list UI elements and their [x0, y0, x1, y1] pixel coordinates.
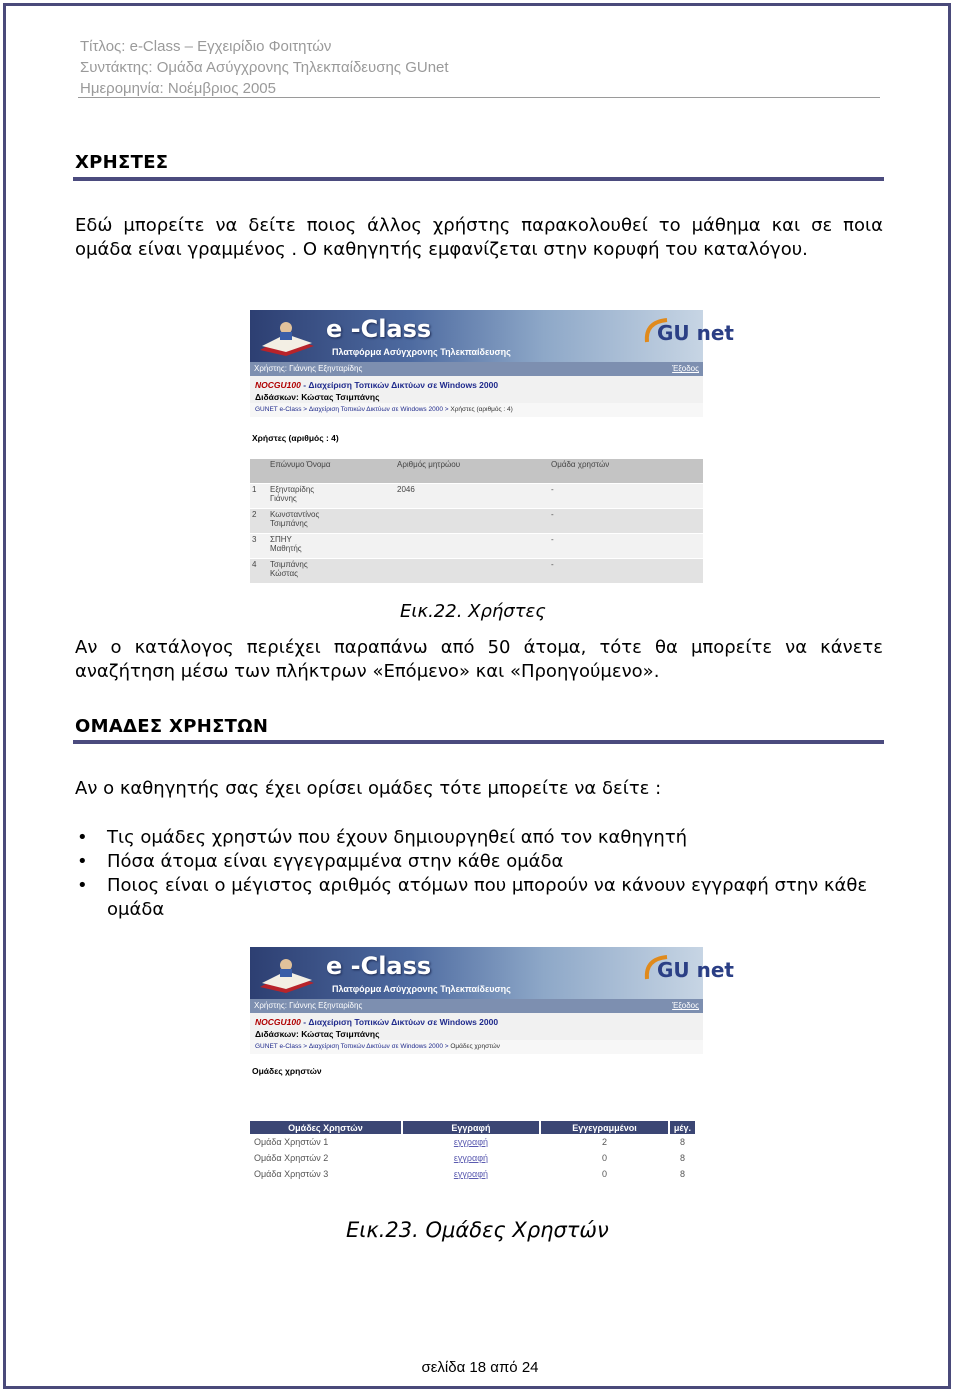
gunet-logo	[637, 314, 734, 358]
user-reg-number	[395, 509, 549, 534]
user-group: -	[549, 559, 703, 584]
figure-caption-23: Εικ.23. Ομάδες Χρηστών	[346, 1218, 609, 1242]
table-row	[250, 1134, 696, 1150]
row-number: 4	[250, 559, 268, 584]
user-surname: Κωνσταντίνος	[270, 510, 320, 519]
section-title-users: ΧΡΗΣΤΕΣ	[75, 152, 169, 173]
breadcrumb-course[interactable]: Διαχείριση Τοπικών Δικτύων σε Windows 2000	[308, 406, 443, 413]
list-item	[75, 826, 883, 850]
breadcrumb-current: Ομάδες χρηστών	[450, 1043, 500, 1050]
user-name-cell	[268, 509, 395, 534]
groups-heading: Ομάδες χρηστών	[252, 1066, 322, 1076]
course-teacher: Διδάσκων: Κώστας Τσιμπάνης	[255, 392, 380, 402]
eclass-logo: e -Class	[326, 952, 432, 980]
course-name: - Διαχείριση Τοπικών Δικτύων σε Windows 2000	[300, 1017, 499, 1027]
user-name-cell	[268, 559, 395, 584]
user-group: -	[549, 534, 703, 559]
registered-count: 0	[601, 1169, 607, 1179]
section-title-groups: ΟΜΑΔΕΣ ΧΡΗΣΤΩΝ	[75, 716, 269, 737]
register-cell	[402, 1166, 540, 1182]
bullet-icon: •	[77, 827, 88, 848]
users-heading: Χρήστες (αριθμός : 4)	[252, 433, 339, 443]
header-rule	[78, 97, 880, 98]
user-firstname: Τσιμπάνης	[270, 519, 308, 528]
row-number: 1	[250, 484, 268, 509]
breadcrumb: GUNET e-Class > Διαχείριση Τοπικών Δικτύων σε Windows 2000 > Χρήστες (αριθμός : 4)	[250, 403, 703, 417]
doc-title: Τίτλος: e-Class – Εγχειρίδιο Φοιτητών	[80, 38, 332, 55]
screenshot-users	[250, 310, 734, 583]
user-firstname: Κώστας	[270, 569, 298, 578]
register-cell	[402, 1134, 540, 1150]
eclass-subtitle: Πλατφόρμα Ασύγχρονης Τηλεκπαίδευσης	[332, 347, 511, 357]
list-item-text: Τις ομάδες χρηστών που έχουν δημιουργηθεί από τον καθηγητή	[107, 827, 688, 848]
page-number: σελίδα 18 από 24	[421, 1359, 539, 1376]
max-count: 8	[679, 1169, 685, 1179]
eclass-banner	[250, 310, 734, 362]
register-link[interactable]: εγγραφή	[453, 1169, 489, 1179]
screenshot-groups	[250, 947, 734, 1189]
user-firstname: Μαθητής	[270, 544, 302, 553]
max-count: 8	[679, 1153, 685, 1163]
user-surname: Τσιμπάνης	[270, 560, 308, 569]
col-max: μέγ.	[669, 1121, 696, 1134]
registered-count: 0	[601, 1153, 607, 1163]
user-firstname: Γιάννης	[270, 494, 297, 503]
course-box	[250, 1013, 703, 1040]
figure-caption-22: Εικ.22. Χρήστες	[400, 601, 546, 622]
breadcrumb-course[interactable]: Διαχείριση Τοπικών Δικτύων σε Windows 2000	[308, 1043, 443, 1050]
group-name: Ομάδα Χρηστών 3	[254, 1169, 329, 1179]
breadcrumb: GUNET e-Class > Διαχείριση Τοπικών Δικτύων σε Windows 2000 > Ομάδες χρηστών	[250, 1040, 703, 1054]
table-row	[250, 484, 703, 509]
table-row	[250, 534, 703, 559]
group-name: Ομάδα Χρηστών 1	[254, 1137, 329, 1147]
gunet-logo-text: GU net	[657, 958, 734, 982]
table-row	[250, 1150, 696, 1166]
users-intro-paragraph: Εδώ μπορείτε να δείτε ποιος άλλος χρήστης παρακολουθεί το μάθημα και σε ποια ομάδα είναι γραμμένος . Ο καθηγητής εμφανίζεται στην κορυφή του καταλόγου.	[75, 215, 883, 260]
col-register: Εγγραφή	[402, 1121, 540, 1134]
groups-table	[250, 1121, 697, 1182]
course-name: - Διαχείριση Τοπικών Δικτύων σε Windows 2000	[300, 380, 499, 390]
table-row	[250, 559, 703, 584]
user-group: -	[549, 484, 703, 509]
col-group-name: Ομάδες Χρηστών	[250, 1121, 402, 1134]
section-rule	[73, 740, 884, 744]
eclass-banner	[250, 947, 734, 999]
logout-link[interactable]: Έξοδος	[672, 1001, 699, 1010]
row-number: 3	[250, 534, 268, 559]
eclass-subtitle: Πλατφόρμα Ασύγχρονης Τηλεκπαίδευσης	[332, 984, 511, 994]
users-table	[250, 459, 703, 584]
col-reg-number: Αριθμός μητρώου	[395, 459, 549, 484]
doc-date: Ημερομηνία: Νοέμβριος 2005	[80, 80, 276, 97]
course-box	[250, 376, 703, 403]
user-bar	[250, 362, 703, 376]
list-item-text: Ποιος είναι ο μέγιστος αριθμός ατόμων που μπορούν να κάνουν εγγραφή στην κάθε ομάδα	[107, 875, 868, 920]
groups-bullet-list	[75, 826, 883, 922]
current-user: Χρήστης: Γιάννης Εξηνταρίδης	[254, 1001, 363, 1010]
register-cell	[402, 1150, 540, 1166]
breadcrumb-home[interactable]: GUNET e-Class	[255, 1043, 302, 1050]
course-code: NOCGU100	[255, 380, 301, 390]
flying-book-icon	[256, 953, 318, 995]
breadcrumb-home[interactable]: GUNET e-Class	[255, 406, 302, 413]
table-header-row	[250, 1121, 696, 1134]
list-item	[75, 874, 883, 922]
section-rule	[73, 177, 884, 181]
row-number: 2	[250, 509, 268, 534]
gunet-logo	[637, 951, 734, 995]
user-reg-number	[395, 559, 549, 584]
col-group: Ομάδα χρηστών	[549, 459, 703, 484]
col-registered: Εγγεγραμμένοι	[540, 1121, 669, 1134]
user-name-cell	[268, 484, 395, 509]
running-header	[80, 36, 449, 99]
eclass-logo: e -Class	[326, 315, 432, 343]
user-surname: ΣΠΗΥ	[270, 535, 292, 544]
list-item	[75, 850, 883, 874]
user-surname: Εξηνταρίδης	[270, 485, 315, 494]
flying-book-icon	[256, 316, 318, 358]
table-header-row	[250, 459, 703, 484]
table-row	[250, 1166, 696, 1182]
user-reg-number: 2046	[395, 484, 549, 509]
table-row	[250, 509, 703, 534]
bullet-icon: •	[77, 851, 88, 872]
user-group: -	[549, 509, 703, 534]
max-count: 8	[679, 1137, 685, 1147]
col-name: Επώνυμο Όνομα	[268, 459, 395, 484]
user-reg-number	[395, 534, 549, 559]
users-pagination-paragraph: Αν ο κατάλογος περιέχει παραπάνω από 50 άτομα, τότε θα μπορείτε να κάνετε αναζήτηση μέσω των πλήκτρων «Επόμενο» και «Προηγούμενο».	[75, 637, 883, 682]
groups-intro-paragraph: Αν ο καθηγητής σας έχει ορίσει ομάδες τότε μπορείτε να δείτε :	[75, 778, 662, 799]
registered-count: 2	[601, 1137, 607, 1147]
breadcrumb-current: Χρήστες (αριθμός : 4)	[450, 406, 513, 413]
group-name: Ομάδα Χρηστών 2	[254, 1153, 329, 1163]
doc-author: Συντάκτης: Ομάδα Ασύγχρονης Τηλεκπαίδευσης GUnet	[80, 59, 449, 76]
course-teacher: Διδάσκων: Κώστας Τσιμπάνης	[255, 1029, 380, 1039]
register-link[interactable]: εγγραφή	[453, 1153, 489, 1163]
current-user: Χρήστης: Γιάννης Εξηνταρίδης	[254, 364, 363, 373]
bullet-icon: •	[77, 875, 88, 896]
user-name-cell	[268, 534, 395, 559]
gunet-logo-text: GU net	[657, 321, 734, 345]
user-bar	[250, 999, 703, 1013]
logout-link[interactable]: Έξοδος	[672, 364, 699, 373]
list-item-text: Πόσα άτομα είναι εγγεγραμμένα στην κάθε ομάδα	[107, 851, 564, 872]
register-link[interactable]: εγγραφή	[453, 1137, 489, 1147]
course-code: NOCGU100	[255, 1017, 301, 1027]
